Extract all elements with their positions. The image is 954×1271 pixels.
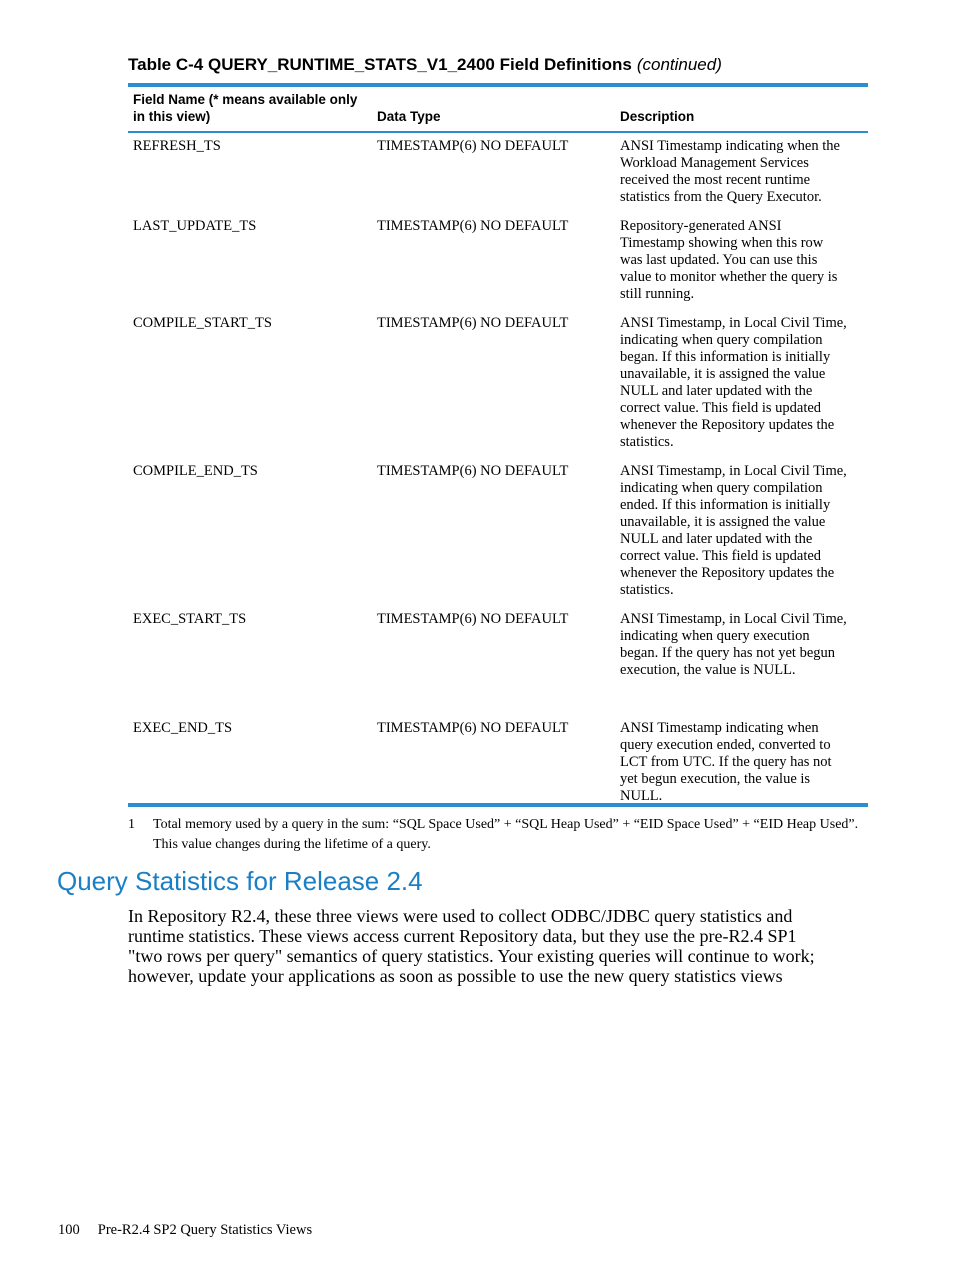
table-footnote (128, 815, 872, 855)
table-row (128, 310, 868, 458)
footnote-text: Total memory used by a query in the sum: “SQL Space Used” + “SQL Heap Used” + “EID Space Used” + “EID Heap Used”. This value changes during the lifetime of a query. (153, 817, 859, 852)
field-name-cell: EXEC_START_TS (133, 611, 247, 627)
header-field-name: Field Name (* means available only in this view) (133, 92, 358, 124)
table-row (128, 606, 868, 715)
field-name-cell: EXEC_END_TS (133, 720, 233, 736)
page-footer (58, 1222, 312, 1239)
footnote-number: 1 (128, 817, 135, 832)
field-name-cell: REFRESH_TS (133, 138, 221, 154)
table-continued-label: (continued) (636, 55, 722, 74)
table-row (128, 458, 868, 606)
data-type-cell: TIMESTAMP(6) NO DEFAULT (377, 611, 569, 627)
header-description: Description (620, 109, 695, 124)
table-row (128, 715, 868, 803)
description-cell: ANSI Timestamp, in Local Civil Time, indicating when query compilation ended. If this information is initially unavailable, it is assigned the value NULL and later updated with the correct value. This field is updated whenever the Repository updates the statistics. (620, 463, 847, 598)
data-type-cell: TIMESTAMP(6) NO DEFAULT (377, 218, 569, 234)
description-cell: ANSI Timestamp indicating when the Workload Management Services received the most recent runtime statistics from the Query Executor. (620, 138, 840, 205)
description-cell: ANSI Timestamp, in Local Civil Time, indicating when query compilation began. If this information is initially unavailable, it is assigned the value NULL and later updated with the correct value. This field is updated whenever the Repository updates the statistics. (620, 315, 847, 450)
table-row (128, 213, 868, 310)
data-type-cell: TIMESTAMP(6) NO DEFAULT (377, 720, 569, 736)
data-type-cell: TIMESTAMP(6) NO DEFAULT (377, 463, 569, 479)
table-title-text: Table C-4 QUERY_RUNTIME_STATS_V1_2400 Field Definitions (128, 55, 632, 74)
body-paragraph: In Repository R2.4, these three views were used to collect ODBC/JDBC query statistics and runtime statistics. These views access current Repository data, but they use the pre-R2.4 SP1 "two rows per query" semantics of query statistics. Your existing queries will continue to work; however, update your applications as soon as possible to use the new query statistics views (128, 906, 815, 986)
field-name-cell: COMPILE_END_TS (133, 463, 258, 479)
data-type-cell: TIMESTAMP(6) NO DEFAULT (377, 138, 569, 154)
table-bottom-rule (128, 803, 868, 807)
field-name-cell: COMPILE_START_TS (133, 315, 272, 331)
field-definitions-table (128, 83, 868, 807)
description-cell: ANSI Timestamp, in Local Civil Time, indicating when query execution began. If the query has not yet begun execution, the value is NULL. (620, 611, 847, 678)
field-name-cell: LAST_UPDATE_TS (133, 218, 257, 234)
description-cell: Repository-generated ANSI Timestamp showing when this row was last updated. You can use this value to monitor whether the query is still running. (620, 218, 838, 302)
page-number: 100 (58, 1222, 80, 1238)
table-header-row (128, 87, 868, 131)
header-data-type: Data Type (377, 109, 441, 124)
table-title (128, 55, 868, 75)
description-cell: ANSI Timestamp indicating when query execution ended, converted to LCT from UTC. If the query has not yet begun execution, the value is NULL. (620, 720, 832, 804)
data-type-cell: TIMESTAMP(6) NO DEFAULT (377, 315, 569, 331)
table-row (128, 133, 868, 213)
section-heading: Query Statistics for Release 2.4 (57, 866, 423, 896)
running-title: Pre-R2.4 SP2 Query Statistics Views (97, 1222, 313, 1238)
